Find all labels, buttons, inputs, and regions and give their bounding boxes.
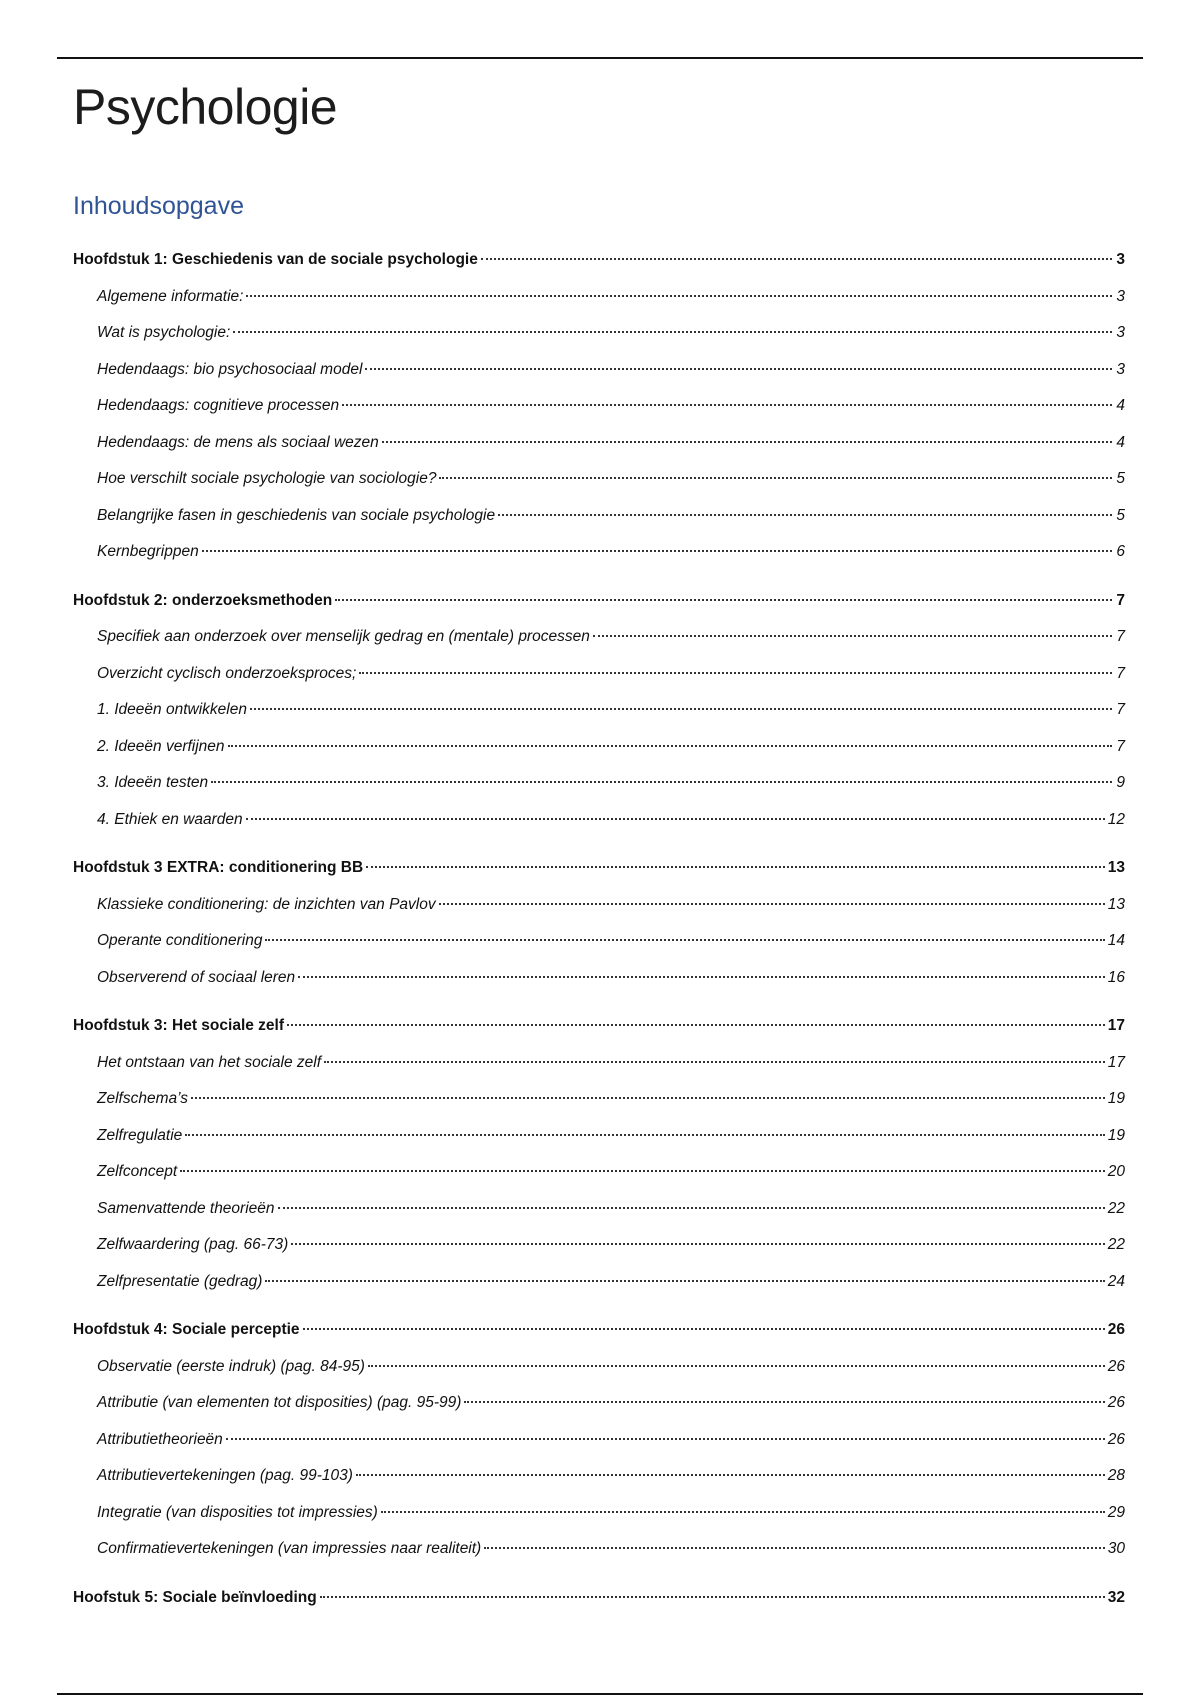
toc-chapter-entry[interactable] — [73, 591, 1125, 628]
toc-section-entry-title: Zelfconcept — [97, 1163, 178, 1180]
toc-chapter — [73, 1588, 1125, 1625]
toc-section-entry[interactable] — [73, 396, 1125, 433]
dot-leader — [439, 477, 1112, 479]
toc-section-entry-title: Attributievertekeningen (pag. 99-103) — [97, 1467, 353, 1484]
toc-section-entry-page-number: 29 — [1107, 1503, 1125, 1521]
toc-section-entry-title: Algemene informatie: — [97, 287, 244, 305]
toc-section-entry-title: Hedendaags: cognitieve processen — [97, 397, 340, 414]
toc-section-entry[interactable] — [73, 627, 1125, 664]
toc-section-entry[interactable] — [73, 542, 1125, 579]
toc-section-entry-title: Observatie (eerste indruk) (pag. 84-95) — [97, 1357, 365, 1375]
toc-section-entry-title: 1. Ideeën ontwikkelen — [97, 701, 247, 718]
toc-chapter-entry[interactable] — [73, 1016, 1125, 1053]
toc-section-entry-title: Zelfwaardering (pag. 66-73) — [97, 1236, 289, 1253]
dot-leader — [335, 599, 1112, 601]
dot-leader — [246, 295, 1112, 297]
toc-section-entry-page-number: 19 — [1107, 1126, 1125, 1144]
toc-chapter-entry-page-number: 17 — [1107, 1017, 1125, 1034]
toc-section-entry-title: Het ontstaan van het sociale zelf — [97, 1053, 322, 1071]
toc-section-entry[interactable] — [73, 1162, 1125, 1199]
toc-chapter-entry[interactable] — [73, 1588, 1125, 1625]
toc-section-entry[interactable] — [73, 360, 1125, 397]
toc-chapter — [73, 1016, 1125, 1308]
dot-leader — [368, 1365, 1105, 1367]
dot-leader — [320, 1596, 1105, 1598]
dot-leader — [365, 368, 1112, 370]
toc-chapter-entry-page-number: 13 — [1107, 859, 1125, 876]
table-of-contents — [73, 250, 1125, 1624]
toc-section-entry-page-number: 7 — [1116, 628, 1125, 645]
toc-chapter-entry-title: Hoofdstuk 4: Sociale perceptie — [73, 1321, 300, 1338]
toc-chapter-entry-title: Hoofstuk 5: Sociale beïnvloeding — [73, 1588, 317, 1606]
dot-leader — [211, 781, 1112, 783]
toc-chapter-entry-title: Hoofdstuk 2: onderzoeksmethoden — [73, 591, 333, 609]
toc-section-entry-title: 4. Ethiek en waarden — [97, 810, 243, 828]
dot-leader — [246, 818, 1105, 820]
dot-leader — [287, 1024, 1105, 1026]
toc-chapter — [73, 1320, 1125, 1576]
dot-leader — [191, 1097, 1105, 1099]
toc-chapter — [73, 858, 1125, 1004]
toc-chapter-entry-title: Hoofdstuk 3: Het sociale zelf — [73, 1017, 285, 1034]
toc-chapter-entry[interactable] — [73, 1320, 1125, 1357]
dot-leader — [381, 1511, 1105, 1513]
toc-section-entry[interactable] — [73, 287, 1125, 324]
top-rule — [57, 57, 1143, 59]
toc-section-entry-title: Zelfregulatie — [97, 1126, 183, 1144]
toc-section-entry[interactable] — [73, 773, 1125, 810]
toc-chapter-entry[interactable] — [73, 858, 1125, 895]
toc-section-entry-page-number: 20 — [1107, 1163, 1125, 1180]
toc-section-entry-title: 3. Ideeën testen — [97, 774, 209, 791]
dot-leader — [291, 1243, 1104, 1245]
toc-chapter-entry-title: Hoofdstuk 3 EXTRA: conditionering BB — [73, 859, 364, 876]
toc-section-entry-page-number: 6 — [1116, 543, 1125, 560]
toc-chapter-entry-page-number: 7 — [1116, 591, 1125, 609]
dot-leader — [250, 708, 1112, 710]
toc-section-entry-title: 2. Ideeën verfijnen — [97, 737, 225, 755]
dot-leader — [228, 745, 1112, 747]
toc-section-entry[interactable] — [73, 1272, 1125, 1309]
toc-section-entry-page-number: 30 — [1107, 1540, 1125, 1557]
toc-section-entry[interactable] — [73, 1503, 1125, 1540]
dot-leader — [278, 1207, 1105, 1209]
toc-section-entry[interactable] — [73, 506, 1125, 543]
dot-leader — [498, 514, 1112, 516]
toc-section-entry-title: Confirmatievertekeningen (van impressies naar realiteit) — [97, 1540, 482, 1557]
toc-section-entry-page-number: 3 — [1116, 360, 1125, 378]
toc-heading: Inhoudsopgave — [73, 192, 244, 220]
dot-leader — [303, 1328, 1105, 1330]
dot-leader — [226, 1438, 1105, 1440]
dot-leader — [185, 1134, 1104, 1136]
toc-section-entry-title: Samenvattende theorieën — [97, 1199, 275, 1217]
toc-section-entry-page-number: 28 — [1107, 1467, 1125, 1484]
toc-section-entry-title: Zelfpresentatie (gedrag) — [97, 1272, 263, 1290]
toc-section-entry-page-number: 22 — [1107, 1199, 1125, 1217]
dot-leader — [202, 550, 1112, 552]
toc-section-entry-page-number: 16 — [1107, 968, 1125, 986]
toc-chapter-entry[interactable] — [73, 250, 1125, 287]
dot-leader — [359, 672, 1112, 674]
dot-leader — [356, 1474, 1105, 1476]
toc-section-entry-title: Hedendaags: de mens als sociaal wezen — [97, 433, 379, 451]
toc-section-entry[interactable] — [73, 700, 1125, 737]
toc-section-entry[interactable] — [73, 1357, 1125, 1394]
dot-leader — [464, 1401, 1104, 1403]
toc-section-entry-page-number: 14 — [1107, 932, 1125, 949]
dot-leader — [233, 331, 1112, 333]
toc-section-entry[interactable] — [73, 1089, 1125, 1126]
toc-section-entry[interactable] — [73, 810, 1125, 847]
toc-section-entry-page-number: 3 — [1116, 287, 1125, 305]
toc-section-entry-title: Observerend of sociaal leren — [97, 968, 296, 986]
toc-section-entry-page-number: 7 — [1116, 737, 1125, 755]
toc-section-entry-page-number: 17 — [1107, 1053, 1125, 1071]
toc-section-entry-title: Hedendaags: bio psychosociaal model — [97, 360, 363, 378]
dot-leader — [324, 1061, 1105, 1063]
toc-section-entry-page-number: 13 — [1107, 895, 1125, 913]
toc-section-entry[interactable] — [73, 469, 1125, 506]
toc-section-entry-page-number: 24 — [1107, 1272, 1125, 1290]
dot-leader — [342, 404, 1112, 406]
dot-leader — [366, 866, 1105, 868]
toc-section-entry-title: Zelfschema’s — [97, 1090, 189, 1107]
bottom-rule — [57, 1693, 1143, 1695]
toc-section-entry-title: Wat is psychologie: — [97, 324, 231, 341]
toc-chapter — [73, 250, 1125, 579]
dot-leader — [298, 976, 1105, 978]
dot-leader — [265, 939, 1104, 941]
toc-section-entry-title: Belangrijke fasen in geschiedenis van sociale psychologie — [97, 506, 496, 524]
toc-chapter-entry-page-number: 3 — [1116, 251, 1125, 268]
toc-section-entry[interactable] — [73, 931, 1125, 968]
toc-section-entry[interactable] — [73, 737, 1125, 774]
toc-section-entry-title: Operante conditionering — [97, 932, 263, 949]
toc-chapter-entry-page-number: 32 — [1107, 1588, 1125, 1606]
toc-section-entry-title: Kernbegrippen — [97, 543, 199, 560]
toc-section-entry[interactable] — [73, 664, 1125, 701]
toc-section-entry-page-number: 19 — [1107, 1090, 1125, 1107]
toc-section-entry-page-number: 26 — [1107, 1394, 1125, 1411]
toc-section-entry-page-number: 12 — [1107, 810, 1125, 828]
toc-section-entry[interactable] — [73, 1053, 1125, 1090]
dot-leader — [593, 635, 1112, 637]
toc-section-entry[interactable] — [73, 895, 1125, 932]
toc-section-entry-page-number: 26 — [1107, 1357, 1125, 1375]
toc-section-entry-page-number: 5 — [1116, 506, 1125, 524]
toc-chapter-entry-page-number: 26 — [1107, 1321, 1125, 1338]
page-title: Psychologie — [73, 79, 338, 135]
toc-chapter — [73, 591, 1125, 847]
toc-section-entry-title: Overzicht cyclisch onderzoeksproces; — [97, 664, 357, 682]
dot-leader — [382, 441, 1112, 443]
toc-section-entry-page-number: 26 — [1107, 1430, 1125, 1448]
toc-section-entry[interactable] — [73, 323, 1125, 360]
toc-section-entry[interactable] — [73, 1466, 1125, 1503]
toc-chapter-entry-title: Hoofdstuk 1: Geschiedenis van de sociale psychologie — [73, 251, 478, 268]
toc-section-entry[interactable] — [73, 1393, 1125, 1430]
toc-section-entry-title: Attributietheorieën — [97, 1430, 223, 1448]
dot-leader — [481, 258, 1112, 260]
toc-section-entry[interactable] — [73, 1430, 1125, 1467]
dot-leader — [265, 1280, 1104, 1282]
toc-section-entry-title: Hoe verschilt sociale psychologie van sociologie? — [97, 470, 437, 487]
toc-section-entry[interactable] — [73, 433, 1125, 470]
dot-leader — [439, 903, 1105, 905]
toc-section-entry-title: Specifiek aan onderzoek over menselijk gedrag en (mentale) processen — [97, 628, 590, 645]
toc-section-entry-title: Klassieke conditionering: de inzichten van Pavlov — [97, 895, 436, 913]
dot-leader — [180, 1170, 1105, 1172]
toc-section-entry-title: Integratie (van disposities tot impressies) — [97, 1503, 378, 1521]
toc-section-entry[interactable] — [73, 1235, 1125, 1272]
toc-section-entry-page-number: 4 — [1116, 433, 1125, 451]
toc-section-entry-title: Attributie (van elementen tot disposities) (pag. 95-99) — [97, 1394, 462, 1411]
toc-section-entry[interactable] — [73, 1126, 1125, 1163]
toc-section-entry-page-number: 4 — [1116, 397, 1125, 414]
toc-section-entry[interactable] — [73, 1539, 1125, 1576]
dot-leader — [484, 1547, 1105, 1549]
toc-section-entry-page-number: 9 — [1116, 774, 1125, 791]
toc-section-entry[interactable] — [73, 968, 1125, 1005]
toc-section-entry-page-number: 7 — [1116, 701, 1125, 718]
toc-section-entry-page-number: 22 — [1107, 1236, 1125, 1253]
toc-section-entry[interactable] — [73, 1199, 1125, 1236]
toc-section-entry-page-number: 5 — [1116, 470, 1125, 487]
toc-section-entry-page-number: 3 — [1116, 324, 1125, 341]
toc-section-entry-page-number: 7 — [1116, 664, 1125, 682]
